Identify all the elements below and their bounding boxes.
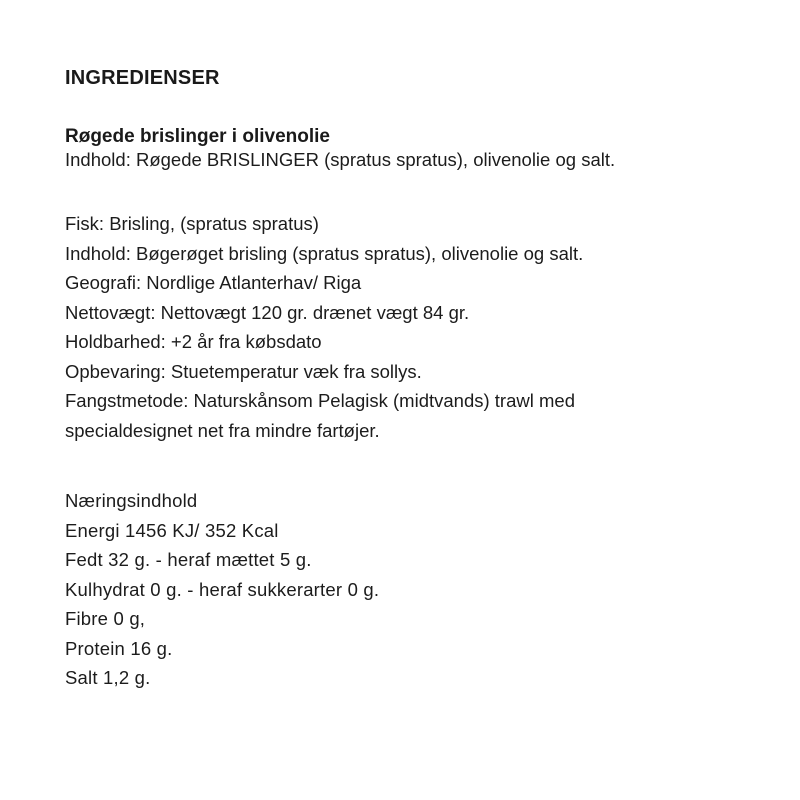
detail-line-fisk: Fisk: Brisling, (spratus spratus) [65, 213, 319, 234]
detail-line-holdbarhed: Holdbarhed: +2 år fra købsdato [65, 331, 322, 352]
product-details-list [65, 209, 695, 445]
detail-line-fangstmetode: Fangstmetode: Naturskånsom Pelagisk (midtvands) trawl med specialdesignet net fra mindre fartøjer. [65, 390, 575, 441]
detail-line-nettovaegt: Nettovægt: Nettovægt 120 gr. drænet vægt 84 gr. [65, 301, 470, 323]
nutrition-line-salt: Salt 1,2 g. [65, 667, 151, 688]
nutrition-line-protein: Protein 16 g. [65, 637, 173, 659]
detail-line-indhold: Indhold: Bøgerøget brisling (spratus spratus), olivenolie og salt. [65, 242, 584, 264]
nutrition-line-energi: Energi 1456 KJ/ 352 Kcal [65, 519, 279, 541]
nutrition-heading: Næringsindhold [65, 490, 198, 511]
product-block [65, 125, 705, 171]
nutrition-line-kulhydrat: Kulhydrat 0 g. - heraf sukkerarter 0 g. [65, 578, 380, 600]
nutrition-line-fibre: Fibre 0 g, [65, 608, 146, 629]
product-contents-line: Indhold: Røgede BRISLINGER (spratus spratus), olivenolie og salt. [65, 149, 616, 170]
detail-line-geografi: Geografi: Nordlige Atlanterhav/ Riga [65, 272, 362, 293]
nutrition-block [65, 486, 695, 693]
nutrition-line-fedt: Fedt 32 g. - heraf mættet 5 g. [65, 549, 312, 570]
page-title: INGREDIENSER [65, 67, 220, 89]
detail-line-opbevaring: Opbevaring: Stuetemperatur væk fra sollys. [65, 360, 422, 382]
product-name: Røgede brislinger i olivenolie [65, 126, 330, 147]
